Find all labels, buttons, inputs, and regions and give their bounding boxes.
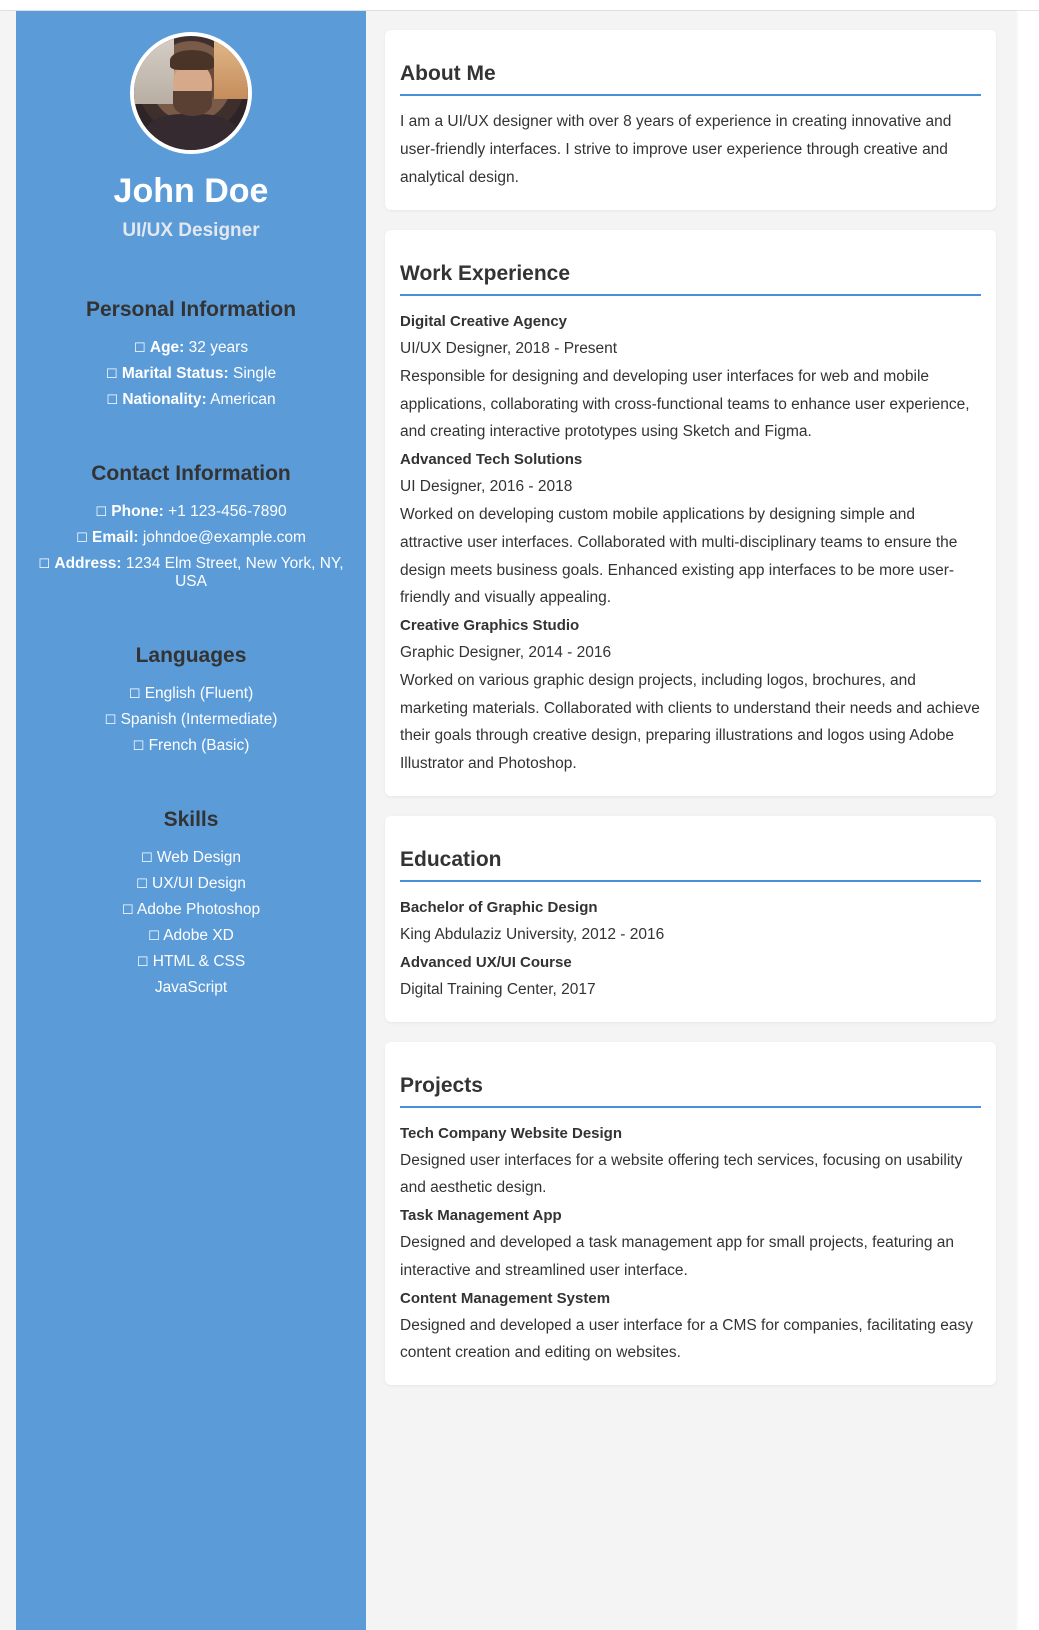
- contact-info-heading: Contact Information: [91, 462, 291, 485]
- languages-section: [16, 643, 366, 755]
- education-degree: Advanced UX/UI Course: [400, 953, 572, 971]
- work-heading: Work Experience: [400, 261, 981, 296]
- project-desc: Designed and developed a user interface for a CMS for companies, facilitating easy content creation and editing on websites.: [400, 1316, 973, 1362]
- profile-title: UI/UX Designer: [122, 220, 260, 241]
- checkbox-icon: ☐: [136, 876, 148, 891]
- education-degree: Bachelor of Graphic Design: [400, 898, 598, 916]
- about-heading: About Me: [400, 61, 981, 96]
- work-entry: [400, 612, 981, 778]
- info-age: ☐ Age: 32 years: [133, 339, 249, 356]
- work-role: UI/UX Designer, 2018 - Present: [400, 340, 618, 357]
- checkbox-icon: ☐: [128, 686, 141, 701]
- education-heading: Education: [400, 847, 981, 882]
- checkbox-icon: ☐: [148, 928, 160, 943]
- work-card: [385, 230, 996, 796]
- education-place: King Abdulaziz University, 2012 - 2016: [400, 925, 665, 943]
- sidebar: [16, 11, 366, 1630]
- contact-address: ☐ Address: 1234 Elm Street, New York, NY, USA: [38, 555, 344, 590]
- checkbox-icon: ☐: [136, 954, 149, 969]
- skill-item: ☐ Web Design: [140, 849, 242, 866]
- main-content: [366, 11, 1016, 1630]
- work-company: Creative Graphics Studio: [400, 616, 580, 634]
- resume-page: [0, 11, 1016, 1630]
- project-name: Content Management System: [400, 1289, 611, 1307]
- skills-section: [16, 807, 366, 997]
- personal-info-heading: Personal Information: [85, 298, 297, 321]
- work-role: Graphic Designer, 2014 - 2016: [400, 643, 612, 661]
- work-entry: [400, 446, 981, 612]
- page-margin: [1016, 11, 1039, 1630]
- checkbox-icon: ☐: [133, 340, 146, 355]
- checkbox-icon: ☐: [104, 712, 117, 727]
- checkbox-icon: ☐: [105, 366, 118, 381]
- about-text: I am a UI/UX designer with over 8 years of experience in creating innovative and user-friendly interfaces. I strive to improve user experience through creative and analytical design.: [400, 113, 952, 186]
- profile-name: John Doe: [113, 172, 269, 210]
- skill-item: JavaScript: [154, 979, 228, 996]
- work-desc: Worked on various graphic design projects, including logos, brochures, and marketing materials. Collaborated with clients to understand their needs and achieve their goals through creative design, preparing illustrations and logos using Adobe Illustrator and Photoshop.: [400, 671, 980, 773]
- contact-info-section: [16, 461, 366, 591]
- language-item: ☐ English (Fluent): [128, 685, 254, 702]
- checkbox-icon: ☐: [76, 530, 88, 545]
- language-item: ☐ Spanish (Intermediate): [104, 711, 278, 728]
- project-desc: Designed user interfaces for a website offering tech services, focusing on usability and aesthetic design.: [400, 1151, 963, 1197]
- education-card: [385, 816, 996, 1022]
- work-desc: Worked on developing custom mobile applications by designing simple and attractive user interfaces. Collaborated with multi-disciplinary teams to ensure the design meets business goals. Enhanced existing app interfaces to be more user-friendly and visually appealing.: [400, 506, 958, 607]
- work-entry: [400, 308, 981, 446]
- work-company: Advanced Tech Solutions: [400, 451, 583, 469]
- checkbox-icon: ☐: [140, 850, 153, 865]
- work-role: UI Designer, 2016 - 2018: [400, 478, 573, 496]
- checkbox-icon: ☐: [95, 504, 107, 519]
- avatar: [130, 32, 252, 154]
- info-marital-status: ☐ Marital Status: Single: [105, 365, 277, 382]
- about-card: [385, 30, 996, 210]
- skills-heading: Skills: [163, 808, 219, 831]
- personal-info-section: [16, 297, 366, 409]
- project-desc: Designed and developed a task management app for small projects, featuring an interactive and streamlined user interface.: [400, 1234, 955, 1279]
- contact-phone: ☐ Phone: +1 123-456-7890: [95, 503, 287, 520]
- checkbox-icon: ☐: [121, 902, 134, 917]
- projects-card: [385, 1042, 996, 1385]
- checkbox-icon: ☐: [38, 556, 51, 571]
- skill-item: ☐ HTML & CSS: [136, 953, 246, 970]
- checkbox-icon: ☐: [106, 392, 118, 407]
- info-nationality: ☐ Nationality: American: [106, 391, 276, 408]
- project-name: Tech Company Website Design: [400, 1124, 622, 1142]
- skill-item: ☐ Adobe XD: [148, 927, 234, 944]
- project-name: Task Management App: [400, 1207, 562, 1225]
- contact-email: ☐ Email: johndoe@example.com: [76, 529, 306, 546]
- skill-item: ☐ UX/UI Design: [136, 875, 246, 892]
- skill-item: ☐ Adobe Photoshop: [121, 901, 261, 918]
- projects-heading: Projects: [400, 1073, 981, 1108]
- language-item: ☐ French (Basic): [132, 737, 250, 754]
- checkbox-icon: ☐: [132, 738, 145, 753]
- languages-heading: Languages: [135, 644, 247, 667]
- work-desc: Responsible for designing and developing user interfaces for web and mobile applications, collaborating with cross-functional teams to enhance user experience, and creating interactive prototypes using Sketch and Figma.: [400, 368, 970, 441]
- work-company: Digital Creative Agency: [400, 313, 567, 330]
- education-place: Digital Training Center, 2017: [400, 980, 596, 998]
- top-bar: [0, 0, 1039, 11]
